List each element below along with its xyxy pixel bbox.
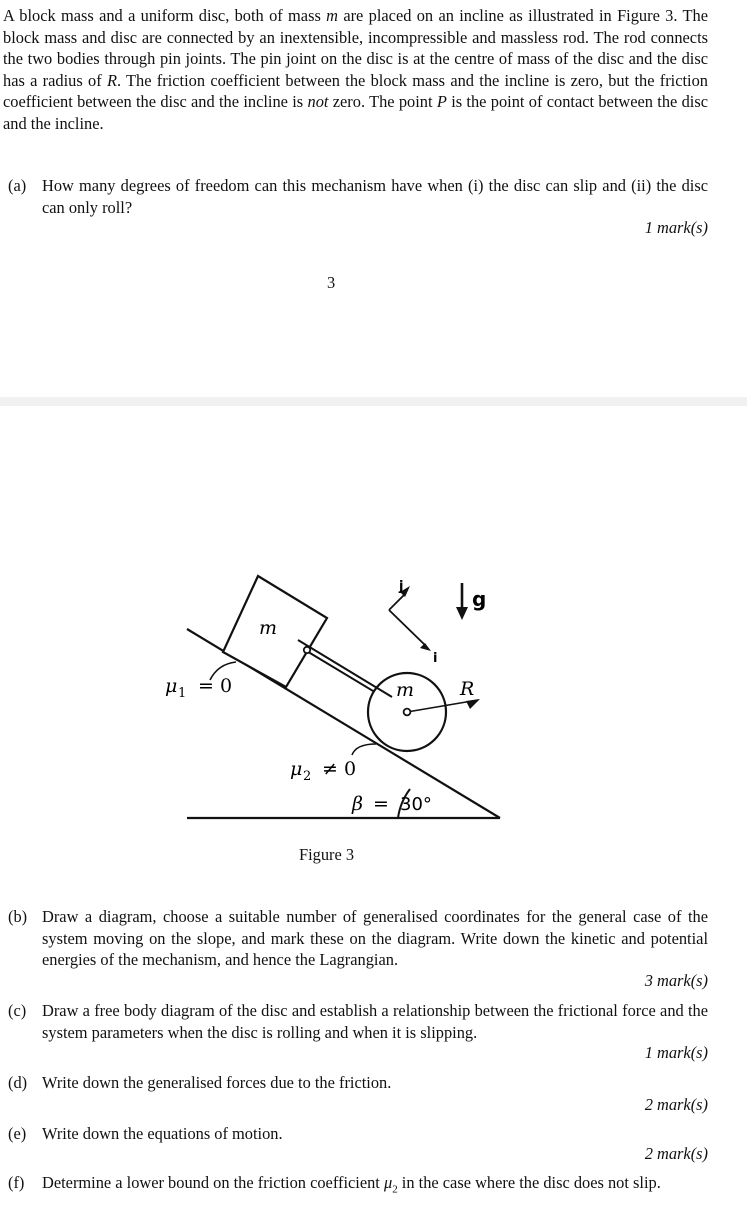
incline-diagram — [0, 560, 747, 840]
figure-3 — [0, 560, 747, 844]
question-f-mu: μ — [383, 1173, 393, 1192]
angle-equals: = — [373, 793, 389, 815]
mu2-leader — [352, 744, 376, 755]
mu2-subscript: 2 — [303, 769, 312, 784]
question-b-marks: 3 mark(s) — [644, 971, 708, 990]
block-pin-joint — [304, 647, 310, 653]
axis-i-label: i — [433, 651, 438, 666]
question-a — [8, 175, 708, 218]
question-f-text-post: in the case where the disc does not slip. — [397, 1173, 661, 1192]
question-b — [8, 906, 708, 971]
intro-text-2: are placed on an incline as illustrated in Figure 3. The block mass and disc are connected by an inextensible, incompressible and massless rod. The rod connects the two bodies through pin joints. The pin joint on the disc is at the centre of mass of the disc and the disc has a radius of — [3, 6, 708, 90]
question-a-text: How many degrees of freedom can this mechanism have when (i) the disc can slip and (ii) the disc can only roll? — [42, 176, 708, 217]
mu1-subscript: 1 — [178, 686, 187, 701]
gravity-arrowhead — [456, 607, 468, 620]
question-a-marks: 1 mark(s) — [644, 218, 708, 237]
intro-var-r: R — [106, 70, 117, 90]
question-d — [8, 1072, 708, 1094]
question-b-text: Draw a diagram, choose a suitable number of generalised coordinates for the general case of the system moving on the slope, and mark these on the diagram. Write down the kinetic and potential energies of the mechanism, and hence the Lagrangian. — [42, 907, 708, 970]
disc-mass-label: m — [396, 679, 415, 701]
block-mass-label: m — [259, 617, 278, 639]
question-d-text: Write down the generalised forces due to the friction. — [42, 1073, 392, 1092]
radius-arrowhead — [466, 699, 480, 709]
question-e-label: (e) — [8, 1124, 27, 1143]
axis-i-arrowhead — [420, 643, 431, 651]
question-f-label: (f) — [8, 1173, 25, 1192]
intro-emph-not: not — [307, 92, 329, 112]
axis-i-line — [389, 610, 426, 646]
question-e-text: Write down the equations of motion. — [42, 1124, 283, 1143]
mu2-symbol: μ — [290, 758, 303, 780]
page-divider — [0, 397, 747, 406]
intro-text-1: A block mass and a uniform disc, both of mass — [3, 6, 327, 25]
intro-text-3: . The friction coefficient between the block mass and the incline is zero, but the friction coefficient between the disc and the incline is — [3, 70, 708, 112]
mu1-symbol: μ — [165, 675, 178, 697]
question-a-label: (a) — [8, 176, 27, 195]
figure-caption: Figure 3 — [299, 845, 355, 864]
mu2-value: ≠ 0 — [322, 758, 357, 780]
question-e-marks: 2 mark(s) — [644, 1144, 708, 1163]
question-f-text — [42, 1172, 708, 1201]
question-f-text-pre: Determine a lower bound on the friction coefficient — [42, 1173, 384, 1192]
question-c-text: Draw a free body diagram of the disc and establish a relationship between the frictional force and the system parameters when the disc is rolling and when it is slipping. — [42, 1001, 708, 1042]
question-c — [8, 1000, 708, 1043]
question-b-label: (b) — [8, 907, 28, 926]
question-d-marks: 2 mark(s) — [644, 1095, 708, 1114]
axis-j-line — [389, 593, 406, 610]
answer-a: 3 — [327, 273, 336, 292]
question-e — [8, 1123, 708, 1145]
intro-text-5: is the point of contact between the disc and the incline. — [3, 92, 709, 133]
radius-label: R — [460, 678, 475, 700]
intro-var-m: m — [326, 6, 338, 25]
gravity-label: g — [472, 587, 487, 611]
question-f — [8, 1172, 708, 1201]
question-c-marks: 1 mark(s) — [644, 1043, 708, 1062]
angle-symbol: β — [352, 793, 363, 815]
disc-pin-joint — [404, 709, 411, 716]
intro-text-4: zero. The point — [328, 92, 437, 112]
question-c-label: (c) — [8, 1001, 27, 1020]
mu1-value: = 0 — [198, 675, 233, 697]
axis-j-label: j — [399, 579, 404, 594]
intro-var-p: P — [436, 92, 447, 112]
connecting-rod-bottom — [298, 640, 392, 697]
angle-value: 30° — [400, 794, 432, 815]
question-d-label: (d) — [8, 1073, 28, 1092]
question-f-mu-sub: 2 — [392, 1183, 398, 1196]
problem-intro — [3, 5, 708, 135]
